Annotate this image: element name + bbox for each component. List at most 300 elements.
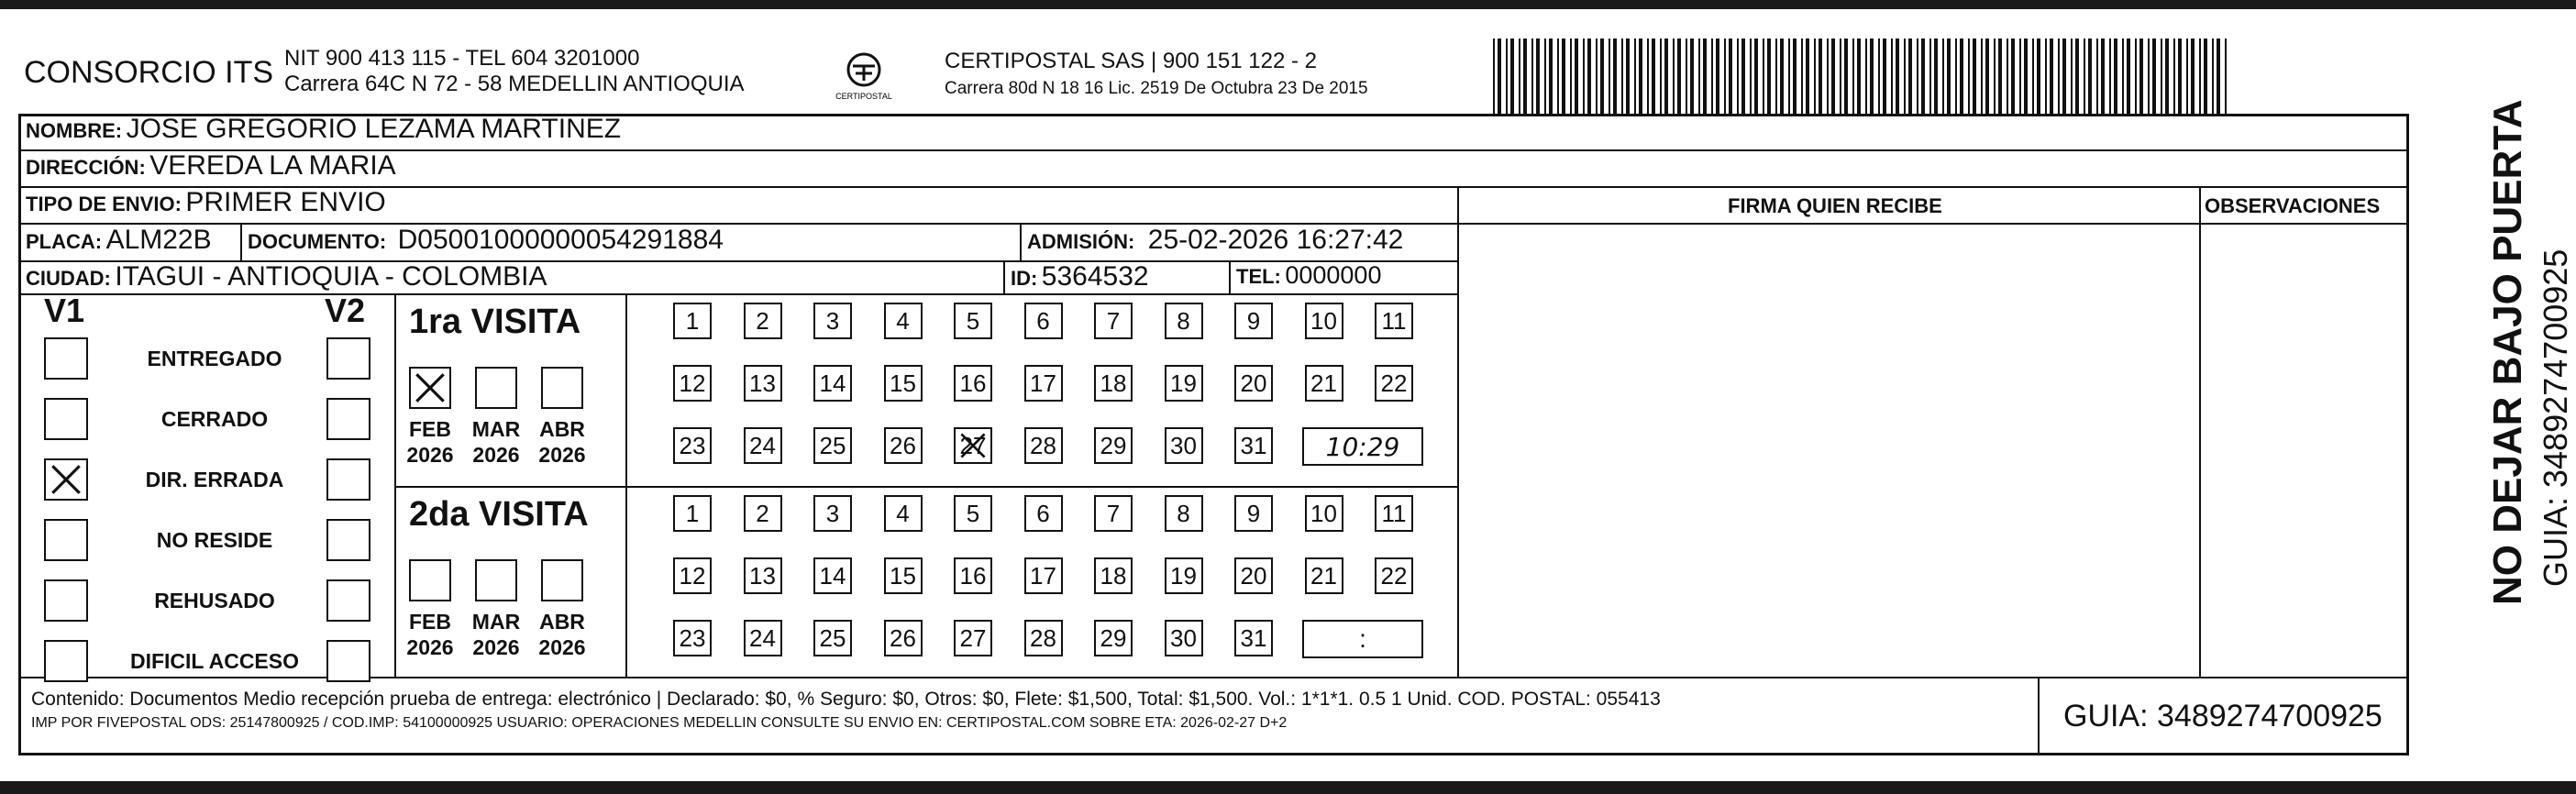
- day-box[interactable]: [1165, 365, 1203, 402]
- day-number: 17: [1030, 369, 1056, 397]
- day-number: 12: [679, 369, 706, 397]
- day-number: 18: [1100, 369, 1127, 397]
- barcode-bar: [2045, 39, 2047, 114]
- barcode-bar: [1947, 39, 1951, 114]
- certipostal-logo: [831, 50, 897, 105]
- tel-label: TEL:: [1236, 265, 1281, 288]
- day-number: 7: [1106, 499, 1121, 527]
- day-number: 3: [825, 306, 840, 335]
- day-box[interactable]: [744, 557, 782, 594]
- v2-label: V2: [325, 292, 366, 329]
- day-number: 31: [1240, 431, 1267, 459]
- v2-checkbox[interactable]: [326, 640, 370, 682]
- footer-imp: IMP POR FIVEPOSTAL ODS: 25147800925 / COD.IMP: 54100000925 USUARIO: OPERACIONES MEDELLIN CONSULTE SU ENVIO EN: CERTIPOSTAL.COM SOBRE ETA: 2026-02-27 D+2: [31, 715, 1288, 731]
- day-number: 24: [749, 623, 776, 652]
- nit-line: NIT 900 413 115 - TEL 604 3201000: [284, 46, 640, 71]
- barcode: [1493, 39, 2227, 114]
- day-box[interactable]: [673, 365, 712, 402]
- month-name: FEB: [409, 417, 451, 441]
- day-box[interactable]: [744, 365, 782, 402]
- certi-line2: Carrera 80d N 18 16 Lic. 2519 De Octubra 23 De 2015: [945, 79, 1368, 98]
- month-checkbox[interactable]: [475, 559, 517, 601]
- direccion-label: DIRECCIÓN:: [26, 156, 146, 179]
- barcode-bar: [2088, 39, 2092, 114]
- status-label: DIFICIL ACCESO: [129, 649, 299, 673]
- day-number: 9: [1246, 499, 1261, 527]
- barcode-bar: [1942, 39, 1944, 114]
- barcode-bar: [2225, 39, 2227, 114]
- barcode-bar: [1985, 39, 1989, 114]
- barcode-bar: [1596, 39, 1598, 114]
- day-number: 28: [1030, 431, 1056, 459]
- month-label: [403, 416, 458, 468]
- time-value: :: [1359, 624, 1366, 653]
- day-box[interactable]: [1024, 495, 1063, 532]
- day-number: 14: [819, 369, 846, 397]
- day-number: 30: [1170, 431, 1197, 459]
- day-number: 7: [1106, 306, 1121, 335]
- tel-row: [1236, 261, 1381, 290]
- barcode-bar: [1780, 39, 1784, 114]
- barcode-bar: [1814, 39, 1816, 114]
- day-box[interactable]: [884, 495, 923, 532]
- nombre-label: NOMBRE:: [26, 119, 123, 142]
- day-number: 18: [1100, 561, 1127, 590]
- day-number: 9: [1246, 306, 1261, 335]
- barcode-bar: [1587, 39, 1591, 114]
- day-box[interactable]: [1234, 303, 1273, 339]
- barcode-bar: [1716, 39, 1719, 114]
- status-label: CERRADO: [160, 407, 269, 431]
- day-box[interactable]: [813, 365, 852, 402]
- day-box[interactable]: [813, 495, 852, 532]
- direccion-row: [26, 150, 396, 182]
- barcode-bar: [1621, 39, 1623, 114]
- day-box[interactable]: [673, 620, 712, 656]
- barcode-bar: [2037, 39, 2040, 114]
- day-box[interactable]: [1094, 495, 1133, 532]
- barcode-bar: [2096, 39, 2098, 114]
- barcode-bar: [2178, 39, 2182, 114]
- barcode-bar: [1729, 39, 1732, 114]
- barcode-bar: [1891, 39, 1893, 114]
- barcode-bar: [1763, 39, 1764, 114]
- month-name: FEB: [409, 610, 451, 634]
- month-year: 2026: [472, 443, 520, 467]
- col-divider: [2038, 677, 2040, 755]
- day-box[interactable]: [954, 427, 992, 464]
- day-box[interactable]: [1024, 427, 1063, 464]
- barcode-bar: [1960, 39, 1963, 114]
- barcode-bar: [1754, 39, 1758, 114]
- day-box[interactable]: [1094, 365, 1133, 402]
- day-box[interactable]: [1094, 303, 1133, 339]
- barcode-bar: [1698, 39, 1700, 114]
- barcode-bar: [1673, 39, 1675, 114]
- day-box[interactable]: [1165, 620, 1203, 656]
- day-box[interactable]: [1234, 365, 1273, 402]
- barcode-bar: [1788, 39, 1790, 114]
- day-number: 12: [679, 561, 706, 590]
- day-number: 10: [1310, 499, 1337, 527]
- company-info: [284, 46, 745, 97]
- barcode-bar: [1908, 39, 1912, 114]
- v1-checkbox[interactable]: [44, 519, 88, 561]
- day-number: 21: [1310, 369, 1337, 397]
- day-number: 25: [819, 431, 846, 459]
- day-box[interactable]: [1305, 557, 1343, 594]
- certipostal-info: [945, 48, 1368, 103]
- day-box[interactable]: [673, 495, 712, 532]
- barcode-bar: [1998, 39, 2002, 114]
- barcode-bar: [1652, 39, 1655, 114]
- month-name: ABR: [539, 417, 585, 441]
- barcode-bar: [1994, 39, 1996, 114]
- day-box[interactable]: [1234, 557, 1273, 594]
- day-number: 13: [749, 369, 776, 397]
- barcode-bar: [2135, 39, 2137, 114]
- barcode-bar: [2084, 39, 2085, 114]
- day-box[interactable]: [813, 303, 852, 339]
- day-number: 5: [966, 499, 980, 527]
- col-divider: [625, 293, 627, 677]
- day-box[interactable]: [744, 427, 782, 464]
- time-box[interactable]: [1302, 620, 1423, 658]
- barcode-bar: [1775, 39, 1777, 114]
- barcode-bar: [2217, 39, 2220, 114]
- day-box[interactable]: [954, 620, 992, 656]
- tipo-envio-label: TIPO DE ENVIO:: [26, 193, 182, 215]
- barcode-bar: [1531, 39, 1533, 114]
- day-number: 16: [959, 369, 987, 397]
- day-box[interactable]: [1024, 303, 1063, 339]
- barcode-bar: [2199, 39, 2201, 114]
- admision-label: ADMISIÓN:: [1027, 230, 1135, 253]
- barcode-bar: [2165, 39, 2169, 114]
- barcode-bar: [1896, 39, 1899, 114]
- day-box[interactable]: [1305, 303, 1343, 339]
- day-number: 20: [1240, 369, 1267, 397]
- placa-value: ALM22B: [105, 225, 212, 255]
- side-warning: NO DEJAR BAJO PUERTA: [2485, 99, 2530, 605]
- barcode-bar: [2114, 39, 2117, 114]
- barcode-bar: [2191, 39, 2195, 114]
- barcode-bar: [1647, 39, 1649, 114]
- day-number: 31: [1240, 623, 1267, 652]
- barcode-bar: [1968, 39, 1970, 114]
- barcode-bar: [2127, 39, 2130, 114]
- barcode-bar: [1904, 39, 1906, 114]
- barcode-bar: [2152, 39, 2156, 114]
- barcode-bar: [1600, 39, 1604, 114]
- barcode-bar: [2062, 39, 2066, 114]
- barcode-bar: [2204, 39, 2207, 114]
- day-box[interactable]: [1024, 365, 1063, 402]
- barcode-bar: [2071, 39, 2073, 114]
- month-name: MAR: [471, 417, 521, 441]
- firma-label: FIRMA QUIEN RECIBE: [1728, 194, 1942, 217]
- barcode-bar: [1634, 39, 1636, 114]
- day-box[interactable]: [1375, 365, 1413, 402]
- day-box[interactable]: [1024, 620, 1063, 656]
- day-box[interactable]: [1024, 557, 1063, 594]
- month-checkbox[interactable]: [541, 559, 583, 601]
- id-row: [1011, 261, 1149, 292]
- ciudad-label: CIUDAD:: [26, 267, 111, 290]
- barcode-bar: [1852, 39, 1854, 114]
- documento-row: [248, 225, 724, 256]
- admision-value: 25-02-2026 16:27:42: [1147, 225, 1404, 255]
- day-number: 23: [679, 623, 706, 652]
- ciudad-value: ITAGUI - ANTIOQUIA - COLOMBIA: [115, 261, 547, 292]
- day-box[interactable]: [1375, 557, 1413, 594]
- month-year: 2026: [538, 443, 586, 467]
- time-value: 10:29: [1325, 431, 1400, 462]
- month-checkbox[interactable]: [409, 367, 451, 409]
- firma-divider: [1457, 223, 2409, 225]
- day-number: 20: [1240, 561, 1267, 590]
- col-divider: [1229, 260, 1231, 295]
- v2-checkbox[interactable]: [326, 398, 370, 440]
- day-number: 3: [825, 499, 840, 527]
- day-box[interactable]: [813, 620, 852, 656]
- direccion-value: VEREDA LA MARIA: [149, 150, 396, 181]
- day-number: 10: [1310, 306, 1337, 335]
- day-number: 15: [890, 561, 916, 590]
- v1-checkbox[interactable]: [44, 398, 88, 440]
- barcode-bar: [1840, 39, 1841, 114]
- day-box[interactable]: [1234, 495, 1273, 532]
- documento-value: D05001000000054291884: [397, 225, 724, 255]
- barcode-bar: [1703, 39, 1707, 114]
- barcode-bar: [1677, 39, 1681, 114]
- v2-checkbox[interactable]: [326, 458, 370, 501]
- day-number: 4: [896, 306, 910, 335]
- day-number: 26: [890, 623, 916, 652]
- day-number: 23: [679, 431, 706, 459]
- day-box[interactable]: [884, 365, 923, 402]
- barcode-bar: [1575, 39, 1578, 114]
- time-box[interactable]: [1302, 427, 1423, 466]
- v1-checkbox[interactable]: [44, 458, 88, 501]
- day-box[interactable]: [1234, 427, 1273, 464]
- barcode-bar: [1921, 39, 1925, 114]
- tel-value: 0000000: [1285, 261, 1382, 289]
- barcode-bar: [1639, 39, 1642, 114]
- day-box[interactable]: [1094, 620, 1133, 656]
- status-label: ENTREGADO: [147, 347, 282, 370]
- documento-label: DOCUMENTO:: [248, 230, 387, 253]
- footer-content: Contenido: Documentos Medio recepción prueba de entrega: electrónico | Declarado: $0, % Seguro: $0, Otros: $0, Flete: $1,500, Total: $1,500. Vol.: 1*1*1. 0.5 1 Unid. COD. POSTAL: 055413: [31, 689, 1661, 710]
- day-number: 22: [1380, 369, 1408, 397]
- id-value: 5364532: [1041, 261, 1149, 292]
- day-number: 21: [1310, 561, 1337, 590]
- bottom-border: [0, 781, 2576, 794]
- day-box[interactable]: [1094, 557, 1133, 594]
- day-box[interactable]: [1165, 495, 1203, 532]
- barcode-bar: [1626, 39, 1630, 114]
- nombre-value: JOSE GREGORIO LEZAMA MARTINEZ: [126, 114, 622, 144]
- day-number: 6: [1036, 306, 1050, 335]
- barcode-bar: [2024, 39, 2028, 114]
- side-guia: GUIA: 3489274700925: [2537, 248, 2574, 587]
- barcode-bar: [1767, 39, 1771, 114]
- day-number: 24: [749, 431, 776, 459]
- day-number: 29: [1100, 431, 1127, 459]
- visit2-title: 2da VISITA: [409, 495, 589, 534]
- day-number: 26: [890, 431, 916, 459]
- day-number: 11: [1381, 306, 1407, 335]
- col-divider: [240, 223, 242, 262]
- day-number: 19: [1170, 561, 1197, 590]
- day-number: 19: [1170, 369, 1197, 397]
- barcode-bar: [1549, 39, 1553, 114]
- ciudad-row: [26, 261, 547, 292]
- day-box[interactable]: [744, 495, 782, 532]
- barcode-bar: [1664, 39, 1668, 114]
- barcode-bar: [1857, 39, 1861, 114]
- day-box[interactable]: [884, 303, 923, 339]
- day-box[interactable]: [744, 303, 782, 339]
- day-box[interactable]: [884, 557, 923, 594]
- day-box[interactable]: [884, 620, 923, 656]
- barcode-bar: [1583, 39, 1585, 114]
- barcode-bar: [2186, 39, 2188, 114]
- barcode-bar: [1981, 39, 1983, 114]
- day-box[interactable]: [1094, 427, 1133, 464]
- day-box[interactable]: [1234, 620, 1273, 656]
- barcode-bar: [1801, 39, 1803, 114]
- month-name: ABR: [539, 610, 585, 634]
- v1-label: V1: [44, 292, 85, 329]
- barcode-bar: [1536, 39, 1540, 114]
- barcode-bar: [1570, 39, 1572, 114]
- barcode-bar: [2007, 39, 2008, 114]
- v1-checkbox[interactable]: [44, 579, 88, 622]
- day-box[interactable]: [813, 557, 852, 594]
- day-box[interactable]: [744, 620, 782, 656]
- day-number: 1: [685, 499, 700, 527]
- day-box[interactable]: [1165, 557, 1203, 594]
- barcode-bar: [1806, 39, 1809, 114]
- day-number: 15: [890, 369, 916, 397]
- nombre-row: [26, 114, 621, 145]
- v2-checkbox[interactable]: [326, 337, 370, 380]
- top-border: [0, 0, 2576, 9]
- day-box[interactable]: [954, 495, 992, 532]
- barcode-bar: [1506, 39, 1508, 114]
- footer-divider: [18, 677, 2409, 678]
- barcode-bar: [1493, 39, 1495, 114]
- day-box[interactable]: [1165, 303, 1203, 339]
- barcode-bar: [1519, 39, 1520, 114]
- certi-line1: CERTIPOSTAL SAS | 900 151 122 - 2: [945, 49, 1317, 73]
- barcode-bar: [1831, 39, 1835, 114]
- month-year: 2026: [472, 635, 520, 659]
- day-number: 27: [959, 623, 987, 652]
- col-divider: [2199, 186, 2201, 677]
- day-box[interactable]: [1305, 365, 1343, 402]
- barcode-bar: [1917, 39, 1918, 114]
- barcode-bar: [1711, 39, 1713, 114]
- v2-checkbox[interactable]: [326, 579, 370, 622]
- month-checkbox[interactable]: [409, 559, 451, 601]
- company-name: CONSORCIO ITS: [24, 55, 274, 90]
- barcode-bar: [1557, 39, 1559, 114]
- barcode-bar: [1973, 39, 1976, 114]
- day-number: 28: [1030, 623, 1056, 652]
- day-box[interactable]: [1305, 495, 1343, 532]
- day-box[interactable]: [954, 557, 992, 594]
- day-number: 8: [1177, 306, 1190, 335]
- day-box[interactable]: [954, 303, 992, 339]
- id-label: ID:: [1011, 267, 1038, 290]
- day-box[interactable]: [1375, 495, 1413, 532]
- day-box[interactable]: [673, 557, 712, 594]
- day-box[interactable]: [1165, 427, 1203, 464]
- barcode-bar: [1724, 39, 1726, 114]
- observaciones-label: OBSERVACIONES: [2205, 194, 2381, 217]
- day-number: 8: [1177, 499, 1190, 527]
- month-year: 2026: [406, 635, 454, 659]
- day-box[interactable]: [673, 427, 712, 464]
- barcode-bar: [1955, 39, 1957, 114]
- day-box[interactable]: [673, 303, 712, 339]
- day-number: 2: [756, 499, 769, 527]
- day-number: 17: [1030, 561, 1056, 590]
- day-box[interactable]: [813, 427, 852, 464]
- barcode-bar: [2101, 39, 2105, 114]
- barcode-bar: [2173, 39, 2175, 114]
- v1-checkbox[interactable]: [44, 640, 88, 682]
- barcode-bar: [1750, 39, 1752, 114]
- tipo-envio-value: PRIMER ENVIO: [185, 187, 386, 217]
- barcode-bar: [1929, 39, 1931, 114]
- barcode-bar: [1660, 39, 1662, 114]
- day-box[interactable]: [1375, 303, 1413, 339]
- barcode-bar: [1819, 39, 1822, 114]
- month-year: 2026: [538, 635, 586, 659]
- barcode-bar: [1562, 39, 1565, 114]
- tipo-envio-row: [26, 187, 386, 218]
- month-label: [469, 416, 524, 468]
- v1-checkbox[interactable]: [44, 337, 88, 380]
- barcode-bar: [1883, 39, 1886, 114]
- month-checkbox[interactable]: [475, 367, 517, 409]
- month-checkbox[interactable]: [541, 367, 583, 409]
- v2-checkbox[interactable]: [326, 519, 370, 561]
- barcode-bar: [2019, 39, 2021, 114]
- month-label: [535, 609, 590, 660]
- day-number: 14: [819, 561, 846, 590]
- day-number: 2: [756, 306, 769, 335]
- day-number: 27: [959, 431, 987, 459]
- day-box[interactable]: [954, 365, 992, 402]
- col-divider: [1003, 260, 1005, 295]
- barcode-bar: [1690, 39, 1694, 114]
- logo-text: CERTIPOSTAL: [835, 92, 892, 101]
- barcode-bar: [1934, 39, 1938, 114]
- barcode-bar: [2075, 39, 2079, 114]
- month-name: MAR: [471, 610, 521, 634]
- day-box[interactable]: [884, 427, 923, 464]
- barcode-bar: [2058, 39, 2060, 114]
- col-divider: [394, 293, 396, 677]
- barcode-bar: [2212, 39, 2214, 114]
- barcode-bar: [2139, 39, 2143, 114]
- barcode-bar: [1865, 39, 1867, 114]
- day-number: 11: [1381, 499, 1407, 527]
